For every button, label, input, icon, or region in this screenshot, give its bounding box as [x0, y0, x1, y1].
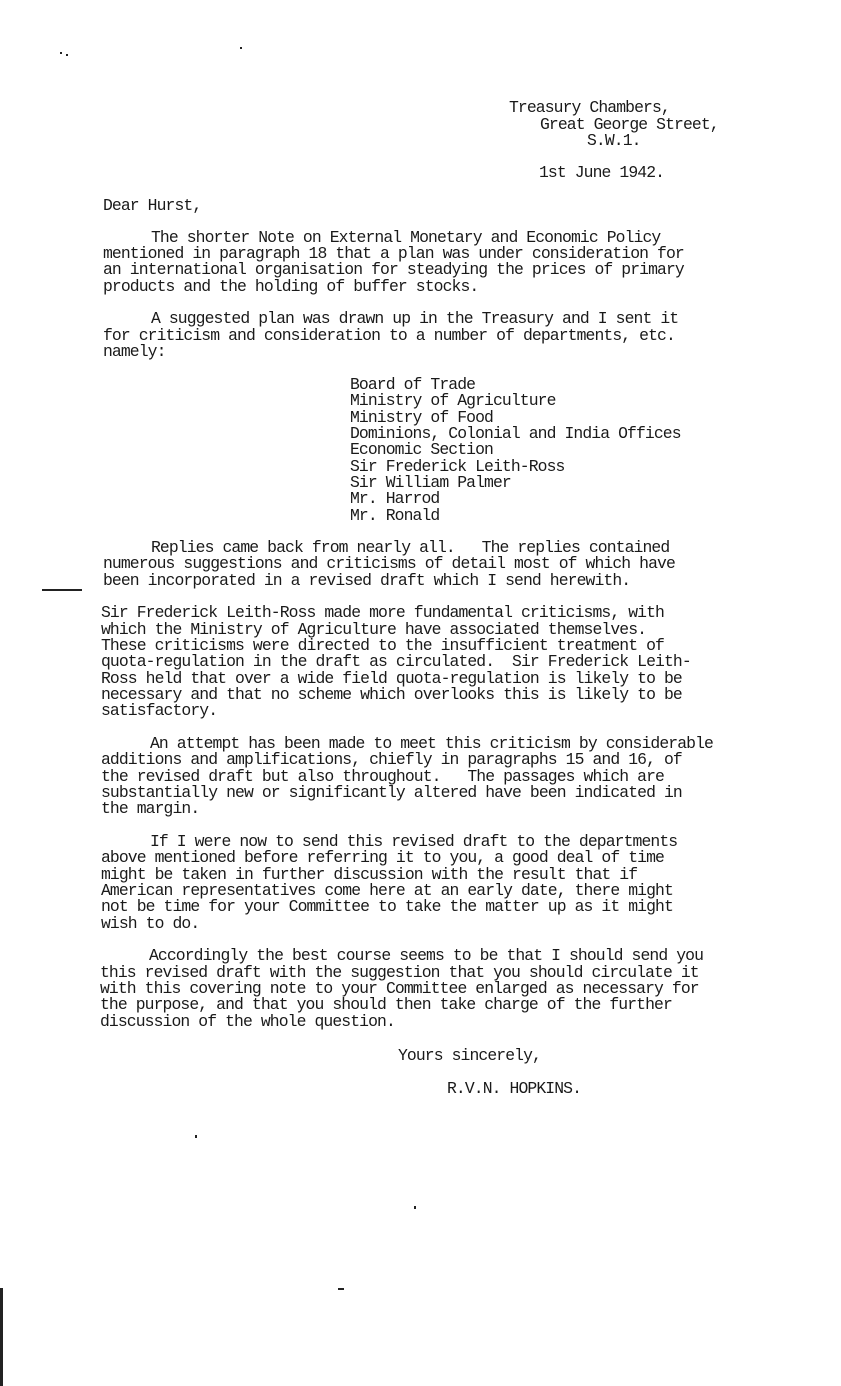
paragraph-line: namely: — [103, 342, 166, 361]
paragraph-line: substantially new or significantly altered have been indicated in — [101, 783, 682, 802]
paragraph-line: numerous suggestions and criticisms of detail most of which have — [103, 554, 675, 573]
paragraph-line: been incorporated in a revised draft which I send herewith. — [103, 571, 631, 590]
paragraph-line: the revised draft but also throughout. The passages which are — [101, 767, 664, 786]
scan-speck — [240, 47, 242, 49]
scan-speck — [338, 1288, 344, 1290]
department-item: Dominions, Colonial and India Offices — [350, 424, 681, 443]
address-line-2: Great George Street, — [540, 115, 719, 134]
scan-speck — [414, 1206, 416, 1209]
department-item: Mr. Ronald — [350, 506, 440, 525]
paragraph-line: satisfactory. — [101, 701, 218, 720]
letter-date: 1st June 1942. — [539, 163, 665, 182]
department-item: Ministry of Agriculture — [350, 391, 556, 410]
department-item: Ministry of Food — [350, 408, 493, 427]
address-line-3: S.W.1. — [587, 131, 641, 150]
address-line-1: Treasury Chambers, — [509, 98, 670, 117]
paragraph-line: wish to do. — [101, 914, 200, 933]
paragraph-line: Accordingly the best course seems to be that I should send you — [149, 946, 704, 965]
paragraph-line: A suggested plan was drawn up in the Treasury and I sent it — [151, 309, 679, 328]
scan-edge — [0, 1288, 3, 1386]
margin-indicator — [42, 589, 82, 591]
department-item: Economic Section — [350, 440, 493, 459]
paragraph-line: quota-regulation in the draft as circulated. Sir Frederick Leith- — [101, 652, 691, 671]
paragraph-line: mentioned in paragraph 18 that a plan was under consideration for — [103, 244, 684, 263]
signature: R.V.N. HOPKINS. — [447, 1079, 582, 1098]
paragraph-line: Replies came back from nearly all. The replies contained — [151, 538, 670, 557]
salutation: Dear Hurst, — [103, 196, 202, 215]
scan-speck — [60, 52, 62, 54]
paragraph-line: Sir Frederick Leith-Ross made more fundamental criticisms, with — [101, 603, 664, 622]
paragraph-line: this revised draft with the suggestion that you should circulate it — [100, 963, 699, 982]
paragraph-line: These criticisms were directed to the insufficient treatment of — [101, 636, 664, 655]
paragraph-line: which the Ministry of Agriculture have associated themselves. — [101, 620, 647, 639]
scan-speck — [195, 1135, 197, 1138]
paragraph-line: discussion of the whole question. — [100, 1012, 395, 1031]
scan-speck — [66, 54, 68, 56]
paragraph-line: might be taken in further discussion with the result that if — [101, 865, 638, 884]
paragraph-line: necessary and that no scheme which overlooks this is likely to be — [101, 685, 682, 704]
paragraph-line: American representatives come here at an early date, there might — [101, 881, 673, 900]
paragraph-line: an international organisation for steadying the prices of primary — [103, 260, 684, 279]
paragraph-line: not be time for your Committee to take the matter up as it might — [101, 897, 673, 916]
department-item: Mr. Harrod — [350, 489, 440, 508]
department-item: Sir Frederick Leith-Ross — [350, 457, 565, 476]
paragraph-line: Ross held that over a wide field quota-regulation is likely to be — [101, 669, 682, 688]
paragraph-line: products and the holding of buffer stocks. — [103, 277, 479, 296]
department-item: Sir William Palmer — [350, 473, 511, 492]
paragraph-line: additions and amplifications, chiefly in paragraphs 15 and 16, of — [101, 750, 682, 769]
paragraph-line: The shorter Note on External Monetary and Economic Policy — [151, 228, 661, 247]
paragraph-line: above mentioned before referring it to you, a good deal of time — [101, 848, 664, 867]
paragraph-line: for criticism and consideration to a number of departments, etc. — [103, 326, 675, 345]
paragraph-line: the margin. — [101, 799, 200, 818]
paragraph-line: with this covering note to your Committee enlarged as necessary for — [100, 979, 699, 998]
department-item: Board of Trade — [350, 375, 476, 394]
closing: Yours sincerely, — [398, 1046, 541, 1065]
paragraph-line: the purpose, and that you should then take charge of the further — [100, 995, 672, 1014]
paragraph-line: An attempt has been made to meet this criticism by considerable — [150, 734, 713, 753]
paragraph-line: If I were now to send this revised draft to the departments — [150, 832, 678, 851]
